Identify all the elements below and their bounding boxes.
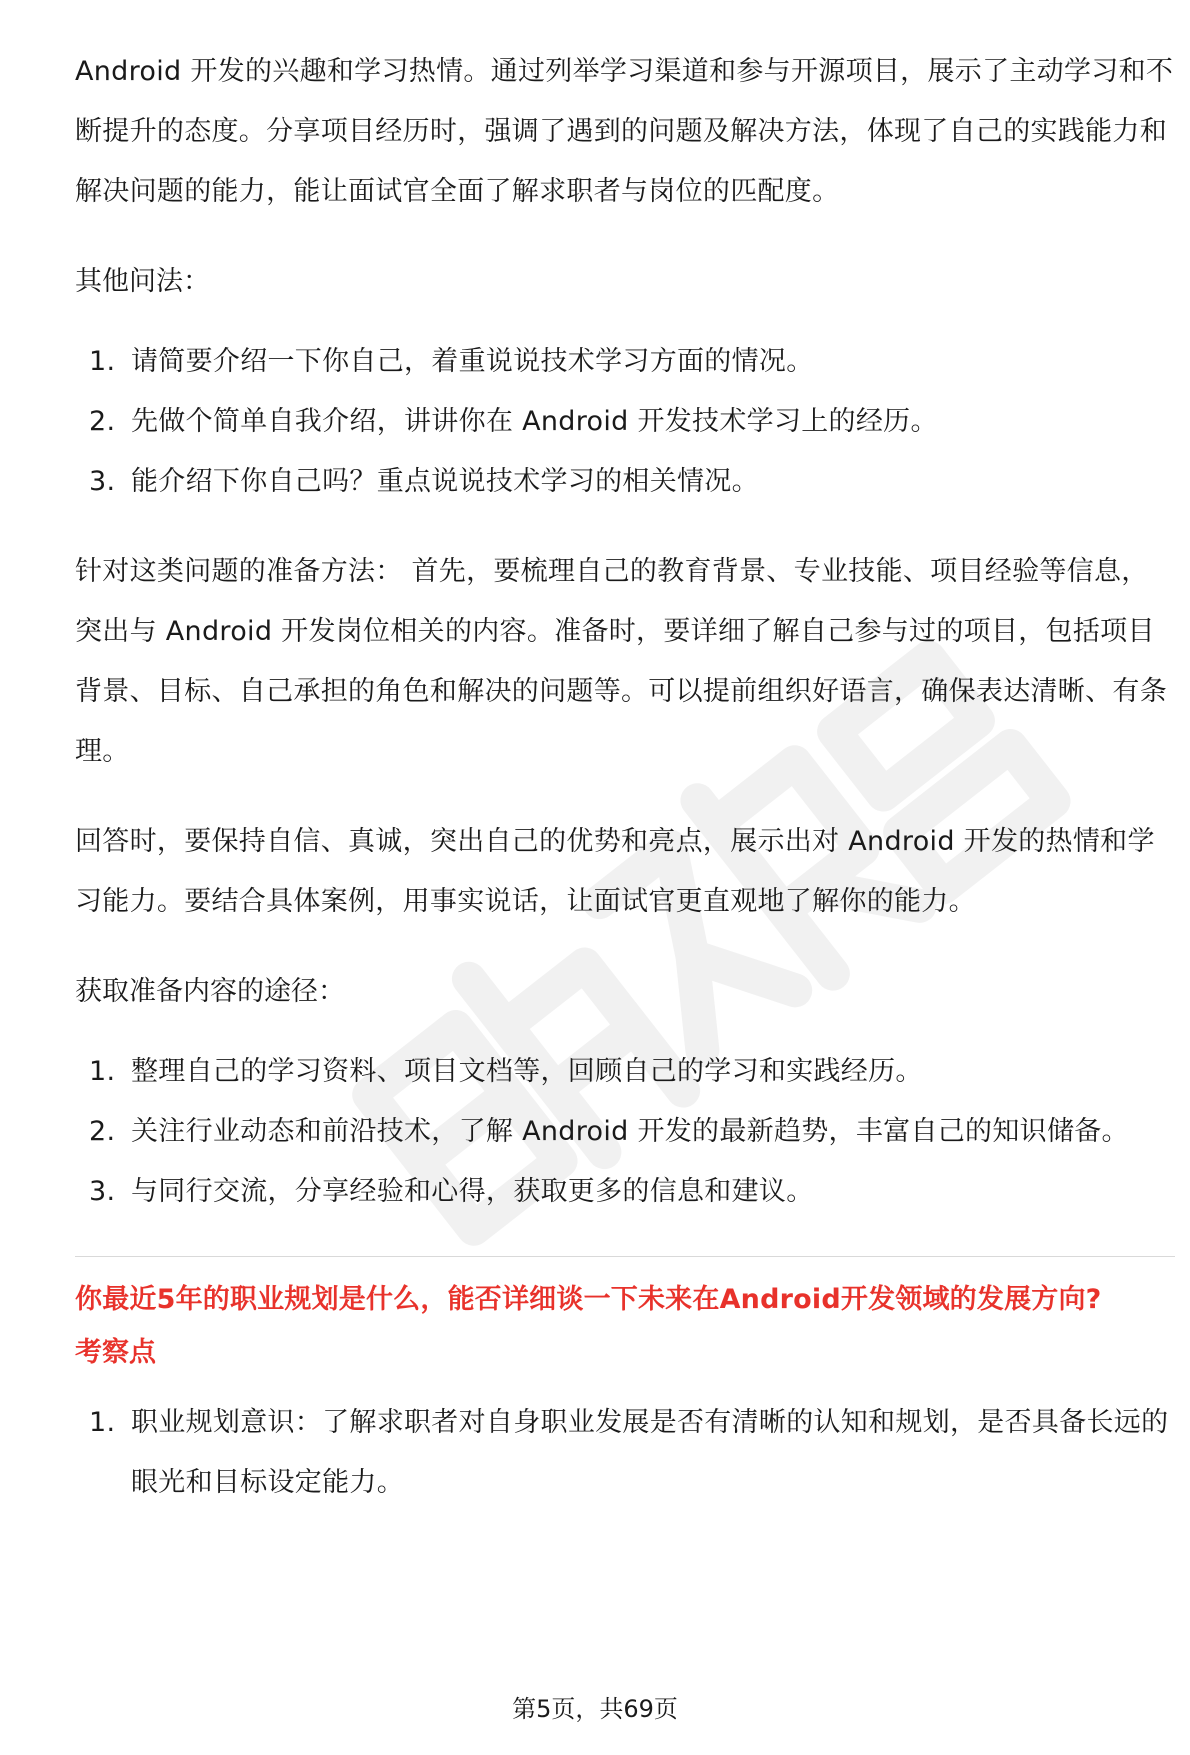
answer-paragraph: 回答时，要保持自信、真诚，突出自己的优势和亮点，展示出对 Android 开发的热情和学习能力。要结合具体案例，用事实说话，让面试官更直观地了解你的能力。 — [75, 826, 1155, 917]
prep-paragraph: 针对这类问题的准备方法： 首先，要梳理自己的教育背景、专业技能、项目经验等信息，突出与 Android 开发岗位相关的内容。准备时，要详细了解自己参与过的项目，包括项目背景、目标、自己承担的角色和解决的问题等。可以提前组织好语言，确保表达清晰、有条理。 — [75, 556, 1167, 767]
assessment-points-list — [75, 1393, 1175, 1513]
section-divider — [75, 1256, 1175, 1257]
sources-label: 获取准备内容的途径： — [75, 976, 345, 1007]
other-asks-list — [75, 332, 1175, 512]
document-content — [75, 42, 1175, 1513]
list-item: 1. 请简要介绍一下你自己，着重说说技术学习方面的情况。 — [89, 346, 814, 377]
list-item: 2. 先做个简单自我介绍，讲讲你在 Android 开发技术学习上的经历。 — [89, 406, 938, 437]
intro-paragraph: Android 开发的兴趣和学习热情。通过列举学习渠道和参与开源项目，展示了主动学习和不断提升的态度。分享项目经历时，强调了遇到的问题及解决方法，体现了自己的实践能力和解决问题的能力，能让面试官全面了解求职者与岗位的匹配度。 — [75, 56, 1174, 207]
list-item: 1. 职业规划意识：了解求职者对自身职业发展是否有清晰的认知和规划，是否具备长远的眼光和目标设定能力。 — [89, 1407, 1169, 1498]
assessment-points-heading: 考察点 — [75, 1337, 156, 1368]
list-item: 3. 能介绍下你自己吗？重点说说技术学习的相关情况。 — [89, 466, 759, 497]
question-heading: 你最近5年的职业规划是什么，能否详细谈一下未来在Android开发领域的发展方向? — [75, 1284, 1102, 1315]
list-item: 1. 整理自己的学习资料、项目文档等，回顾自己的学习和实践经历。 — [89, 1056, 923, 1087]
other-asks-label: 其他问法： — [75, 266, 210, 297]
sources-list — [75, 1042, 1175, 1222]
list-item: 3. 与同行交流，分享经验和心得，获取更多的信息和建议。 — [89, 1176, 814, 1207]
page-number-footer: 第5页，共69页 — [512, 1695, 678, 1723]
list-item: 2. 关注行业动态和前沿技术，了解 Android 开发的最新趋势，丰富自己的知识储备。 — [89, 1116, 1129, 1147]
